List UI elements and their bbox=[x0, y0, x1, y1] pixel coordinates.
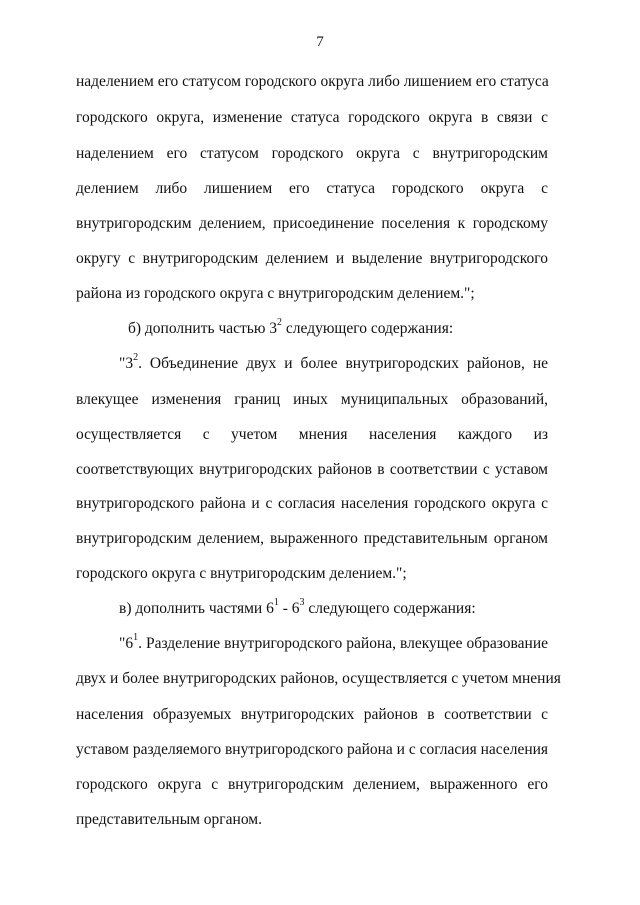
text-line: округу с внутригородским делением и выделение внутригородского bbox=[76, 250, 548, 267]
superscript: 2 bbox=[277, 316, 283, 328]
line-text: . Объединение двух и более внутригородских районов, не bbox=[138, 355, 548, 372]
paragraph-v-heading bbox=[119, 596, 548, 618]
line-text: "6 bbox=[119, 635, 134, 652]
superscript: 1 bbox=[133, 631, 139, 643]
text-line: влекущее изменения границ иных муниципальных образований, bbox=[76, 391, 548, 408]
line-text: . Разделение внутригородского района, влекущее образование bbox=[138, 635, 548, 652]
text-line: городского округа с внутригородским делением."; bbox=[76, 565, 407, 582]
line-text: следующего содержания: bbox=[282, 320, 454, 337]
line-text: в) дополнить частями 6 bbox=[119, 600, 274, 617]
superscript: 1 bbox=[273, 596, 279, 608]
text-line: наделением его статусом городского округа либо лишением его статуса bbox=[76, 73, 549, 90]
paragraph-b-heading bbox=[128, 316, 548, 338]
text-line: представительным органом. bbox=[76, 811, 262, 828]
line-text: "3 bbox=[119, 355, 134, 372]
article-6-1-first-line bbox=[119, 631, 548, 653]
text-line: делением либо лишением его статуса городского округа с bbox=[76, 180, 548, 197]
text-line: двух и более внутригородских районов, осуществляется с учетом мнения bbox=[76, 670, 561, 687]
line-text: б) дополнить частью 3 bbox=[128, 320, 278, 337]
text-line: района из городского округа с внутригородским делением."; bbox=[76, 285, 475, 302]
text-line: городского округа с внутригородским делением, выраженного его bbox=[76, 776, 548, 793]
superscript: 3 bbox=[299, 596, 305, 608]
text-line: наделением его статусом городского округа с внутригородским bbox=[76, 145, 548, 162]
page-number: 7 bbox=[316, 34, 324, 50]
text-line: осуществляется с учетом мнения населения каждого из bbox=[76, 426, 548, 443]
text-line: городского округа, изменение статуса городского округа в связи с bbox=[76, 109, 548, 126]
text-line: внутригородским делением, выраженного представительным органом bbox=[76, 530, 548, 547]
text-line: внутригородского района и с согласия населения городского округа с bbox=[76, 495, 548, 512]
text-line: уставом разделяемого внутригородского района и с согласия населения bbox=[76, 741, 549, 758]
line-text: - 6 bbox=[278, 600, 300, 617]
superscript: 2 bbox=[133, 351, 139, 363]
article-3-2-first-line bbox=[119, 351, 548, 373]
line-text: следующего содержания: bbox=[304, 600, 476, 617]
text-line: населения образуемых внутригородских районов в соответствии с bbox=[76, 706, 548, 723]
text-line: соответствующих внутригородских районов в соответствии с уставом bbox=[76, 461, 548, 478]
text-line: внутригородским делением, присоединение поселения к городскому bbox=[76, 215, 548, 232]
